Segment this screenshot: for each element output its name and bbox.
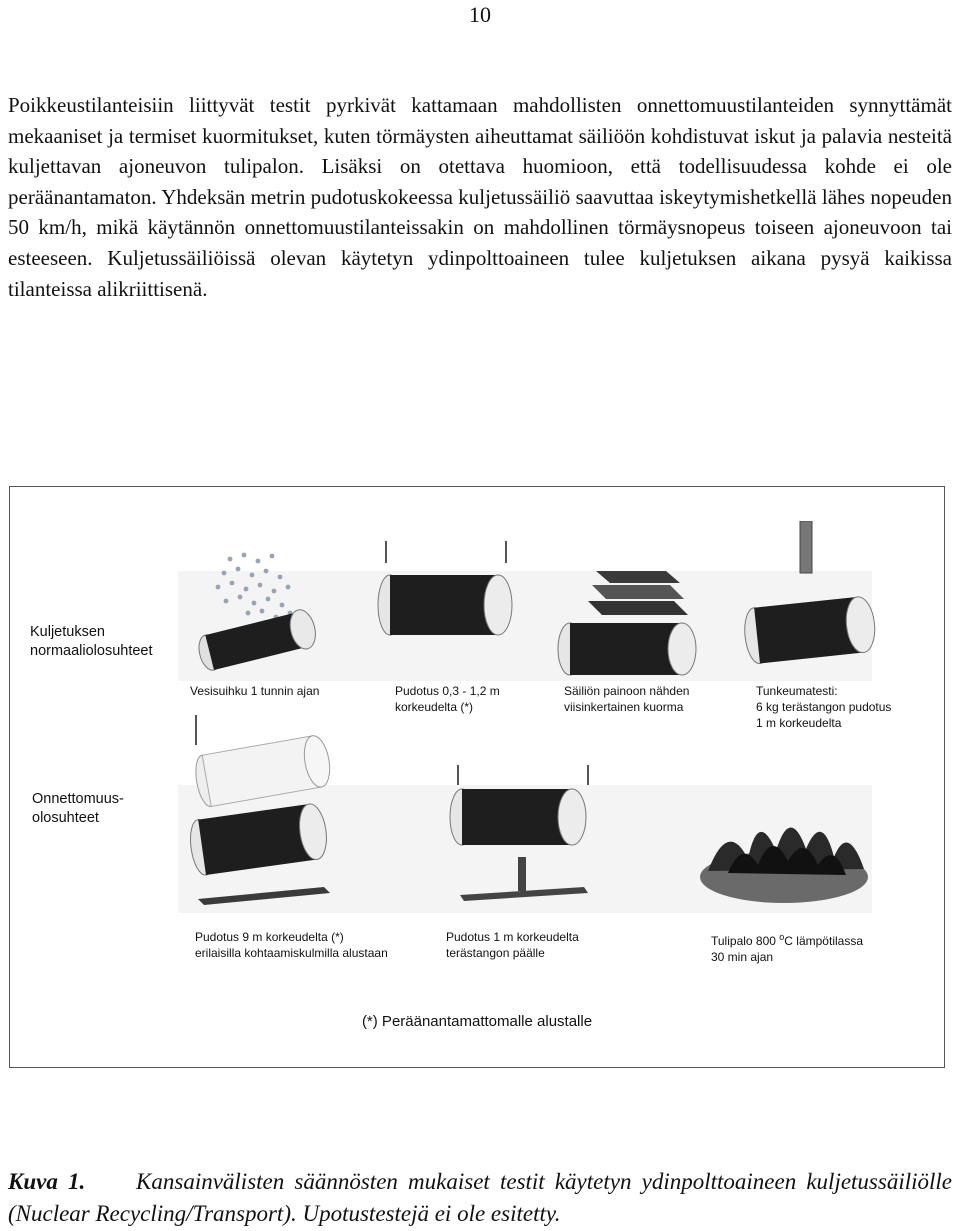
penetration-test-illustration: [738, 521, 878, 681]
test-label-fire: Tulipalo 800 $^o$C lämpötilassa 30 min ajan: [711, 932, 863, 964]
water-spray-illustration: [178, 547, 358, 681]
caption-text: Kansainvälisten säännösten mukaiset testit käytetyn ydinpolttoaineen kuljetussäiliölle (Nuclear Recycling/Transport). Upotustestejä ei ole esitetty.: [8, 1169, 952, 1226]
stacking-load-illustration: [556, 551, 706, 681]
figure-footnote: (*) Peräänantamattomalle alustalle: [361, 1013, 593, 1030]
row-label-accident: Onnettomuus- olosuhteet: [32, 791, 124, 826]
page-number: 10: [469, 2, 491, 27]
test-label-penetration: Tunkeumatesti: 6 kg terästangon pudotus 1 m korkeudelta: [756, 684, 892, 730]
row-label-normal: Kuljetuksen normaaliolosuhteet: [30, 624, 153, 659]
test-label-water-spray: Vesisuihku 1 tunnin ajan: [190, 684, 320, 698]
test-label-drop-low: Pudotus 0,3 - 1,2 m korkeudelta (*): [395, 684, 500, 714]
test-label-stacking: Säiliön painoon nähden viisinkertainen kuorma: [564, 684, 690, 714]
caption-label: Kuva 1.: [8, 1169, 86, 1194]
body-paragraph: Poikkeustilanteisiin liittyvät testit pyrkivät kattamaan mahdollisten onnettomuustilanteiden synnyttämät mekaaniset ja termiset kuormitukset, kuten törmäysten aiheuttamat säiliöön kohdistuvat iskut ja palavia nesteitä kuljettavan ajoneuvon tulipalon. Lisäksi on otettava huomioon, että todellisuudessa kohde ei ole peräänantamaton. Yhdeksän metrin pudotuskokeessa kuljetussäiliö saavuttaa iskeytymishetkellä lähes nopeuden 50 km/h, mikä käytännön onnettomuustilanteissakin on mahdollinen törmäysnopeus toiseen ajoneuvoon tai esteeseen. Kuljetussäiliöissä olevan käytetyn ydinpolttoaineen tulee kuljetuksen aikana pysyä kaikissa tilanteissa alikriittisenä.: [8, 93, 952, 301]
nine-meter-drop-illustration: [184, 715, 384, 911]
figure-caption: [8, 1166, 952, 1230]
figure-transport-tests: [9, 486, 945, 1068]
fire-test-illustration: [698, 799, 872, 909]
test-label-nine-meter-drop: Pudotus 9 m korkeudelta (*) erilaisilla kohtaamiskulmilla alustaan: [195, 930, 388, 960]
accident-conditions-photo-strip: [178, 785, 872, 913]
test-label-bar-drop: Pudotus 1 m korkeudelta terästangon päälle: [446, 930, 579, 960]
bar-drop-illustration: [444, 765, 604, 913]
normal-conditions-photo-strip: [178, 571, 872, 681]
drop-test-illustration: [374, 541, 524, 681]
